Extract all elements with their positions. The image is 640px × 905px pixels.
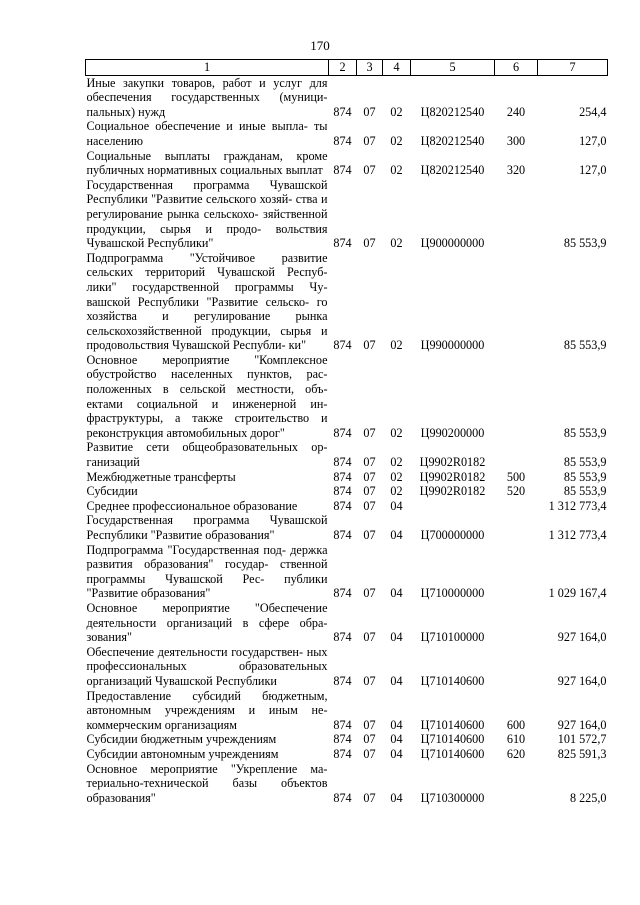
table-row xyxy=(86,645,608,689)
table-row xyxy=(86,601,608,645)
col-code: 874 xyxy=(333,586,352,601)
col-expense-type xyxy=(495,543,538,601)
col-target-article: Ц700000000 xyxy=(420,528,485,542)
table-row xyxy=(86,732,608,747)
row-name: Среднее профессиональное образование xyxy=(86,498,298,513)
col-subsection: 04 xyxy=(390,717,403,732)
col-amount: 825 591,3 xyxy=(557,746,607,761)
header-cell: 3 xyxy=(357,60,383,76)
col-target-article: Ц710300000 xyxy=(420,790,485,805)
header-cell: 4 xyxy=(383,60,411,76)
col-expense-type xyxy=(495,645,538,689)
col-target-article: Ц820212540 xyxy=(420,133,485,148)
col-target-article: Ц9902R0182 xyxy=(419,484,486,499)
table-row xyxy=(86,119,608,148)
col-code: 874 xyxy=(333,790,352,805)
col-code: 874 xyxy=(333,469,352,484)
col-target-article xyxy=(411,499,495,514)
col-subsection: 02 xyxy=(390,338,403,353)
col-subsection: 02 xyxy=(390,133,403,148)
col-target-article: Ц710140600 xyxy=(420,717,485,732)
col-amount: 101 572,7 xyxy=(557,732,607,747)
col-target-article: Ц900000000 xyxy=(420,236,485,251)
col-amount: 927 164,0 xyxy=(557,673,607,688)
header-cell: 5 xyxy=(411,60,495,76)
table-row xyxy=(86,353,608,441)
col-subsection: 04 xyxy=(390,498,403,513)
header-cell: 7 xyxy=(538,60,608,76)
col-section: 07 xyxy=(363,746,376,761)
col-target-article: Ц990000000 xyxy=(420,338,485,353)
row-name: Субсидии бюджетным учреждениям xyxy=(86,732,277,747)
col-code: 874 xyxy=(333,455,352,470)
col-expense-type xyxy=(495,178,538,251)
table-row xyxy=(86,149,608,178)
col-target-article: Ц710140600 xyxy=(420,673,485,688)
col-amount: 85 553,9 xyxy=(563,338,607,353)
col-subsection: 04 xyxy=(390,790,403,805)
col-target-article: Ц710140600 xyxy=(420,732,485,747)
col-target-article: Ц990200000 xyxy=(420,425,485,440)
col-section: 07 xyxy=(363,717,376,732)
col-section: 07 xyxy=(363,425,376,440)
col-subsection: 02 xyxy=(390,425,403,440)
col-code: 874 xyxy=(333,732,352,747)
col-section: 07 xyxy=(363,673,376,688)
col-expense-type: 300 xyxy=(506,133,526,148)
col-amount: 85 553,9 xyxy=(563,425,607,440)
col-section: 07 xyxy=(363,630,376,645)
col-target-article: Ц820212540 xyxy=(420,104,485,119)
col-section: 07 xyxy=(363,469,376,484)
col-amount: 8 225,0 xyxy=(569,790,607,805)
col-section: 07 xyxy=(363,484,376,499)
col-expense-type xyxy=(495,499,538,514)
table-row xyxy=(86,747,608,762)
table-row xyxy=(86,543,608,601)
col-amount: 927 164,0 xyxy=(557,630,607,645)
col-code: 874 xyxy=(333,717,352,732)
col-section: 07 xyxy=(363,528,376,542)
col-expense-type: 500 xyxy=(506,469,526,484)
row-name: Основное мероприятие "Комплексное обустройство населенных пунктов, рас- положенных в сельской местности, объ- ектами социальной и инженерной ин- фраструктуры, а также строительство и реконструкция автомобильных дорог" xyxy=(86,352,328,440)
row-name: Подпрограмма "Государственная под- держка развития образования" государ- ственной программы Чувашской Рес- публики "Развитие образования" xyxy=(86,542,328,601)
row-name: Основное мероприятие "Укрепление ма- териально-технической базы объектов образования" xyxy=(86,761,328,805)
header-cell: 1 xyxy=(86,60,329,76)
col-expense-type xyxy=(495,440,538,469)
row-name: Развитие сети общеобразовательных ор- ганизаций xyxy=(86,440,328,470)
col-subsection: 04 xyxy=(390,528,403,542)
col-amount: 85 553,9 xyxy=(563,455,607,470)
row-name: Подпрограмма "Устойчивое развитие сельских территорий Чувашской Респуб- лики" государственной программы Чу- вашской Республики "Развитие сельско- го хозяйства и регулирование рынка сельскохозяйственной продукции, сырья и продовольствия Чувашской Республи- ки" xyxy=(86,250,328,353)
table-row xyxy=(86,762,608,806)
table-row xyxy=(86,440,608,469)
col-code: 874 xyxy=(333,338,352,353)
col-subsection: 02 xyxy=(390,455,403,470)
table-header-row xyxy=(86,60,608,76)
col-expense-type xyxy=(495,601,538,645)
col-subsection: 02 xyxy=(390,484,403,499)
col-expense-type: 240 xyxy=(506,104,526,119)
row-name: Межбюджетные трансферты xyxy=(86,469,236,484)
col-section: 07 xyxy=(363,133,376,148)
table-row xyxy=(86,513,608,542)
col-expense-type xyxy=(495,353,538,441)
col-section: 07 xyxy=(363,104,376,119)
col-expense-type xyxy=(495,251,538,353)
col-section: 07 xyxy=(363,498,376,513)
col-code: 874 xyxy=(333,484,352,499)
col-subsection: 02 xyxy=(390,236,403,251)
col-section: 07 xyxy=(363,163,376,178)
col-amount: 1 029 167,4 xyxy=(548,586,607,601)
col-amount: 127,0 xyxy=(579,163,607,178)
col-amount: 127,0 xyxy=(579,133,607,148)
col-expense-type: 600 xyxy=(506,717,526,732)
row-name: Социальные выплаты гражданам, кроме публичных нормативных социальных выплат xyxy=(86,148,328,178)
col-target-article: Ц710140600 xyxy=(420,746,485,761)
col-expense-type: 320 xyxy=(506,163,526,178)
page-number: 170 xyxy=(310,38,330,53)
row-name: Предоставление субсидий бюджетным, автономным учреждениям и иным не- коммерческим организациям xyxy=(86,688,328,732)
table-row xyxy=(86,689,608,733)
row-name: Социальное обеспечение и иные выпла- ты населению xyxy=(86,119,328,148)
col-subsection: 04 xyxy=(390,673,403,688)
col-subsection: 04 xyxy=(390,746,403,761)
table-row xyxy=(86,178,608,251)
col-amount: 85 553,9 xyxy=(563,484,607,499)
col-target-article: Ц9902R0182 xyxy=(419,455,486,470)
col-target-article: Ц710000000 xyxy=(420,586,485,601)
col-section: 07 xyxy=(363,236,376,251)
col-expense-type: 620 xyxy=(506,746,526,761)
col-expense-type: 520 xyxy=(506,484,526,499)
col-code: 874 xyxy=(333,236,352,251)
col-target-article: Ц710100000 xyxy=(420,630,485,645)
row-name: Государственная программа Чувашской Республики "Развитие сельского хозяй- ства и регулирование рынка сельскохо- зяйственной продукции, сырья и продо- вольствия Чувашской Республики" xyxy=(86,177,328,251)
col-code: 874 xyxy=(333,425,352,440)
col-subsection: 02 xyxy=(390,469,403,484)
col-code: 874 xyxy=(333,528,352,542)
col-target-article: Ц820212540 xyxy=(420,163,485,178)
col-section: 07 xyxy=(363,790,376,805)
row-name: Основное мероприятие "Обеспечение деятельности организаций в сфере обра- зования" xyxy=(86,600,328,645)
col-amount: 927 164,0 xyxy=(557,717,607,732)
col-subsection: 04 xyxy=(390,732,403,747)
row-name: Субсидии автономным учреждениям xyxy=(86,746,279,761)
col-code: 874 xyxy=(333,133,352,148)
col-code: 874 xyxy=(333,163,352,178)
col-expense-type: 610 xyxy=(506,732,526,747)
col-subsection: 04 xyxy=(390,630,403,645)
col-code: 874 xyxy=(333,673,352,688)
col-code: 874 xyxy=(333,630,352,645)
col-section: 07 xyxy=(363,455,376,470)
table-row xyxy=(86,251,608,353)
col-code: 874 xyxy=(333,746,352,761)
budget-table xyxy=(85,59,608,805)
col-amount: 1 312 773,4 xyxy=(548,498,607,513)
col-section: 07 xyxy=(363,338,376,353)
col-amount: 85 553,9 xyxy=(563,236,607,251)
col-expense-type xyxy=(495,762,538,806)
col-section: 07 xyxy=(363,732,376,747)
col-section: 07 xyxy=(363,586,376,601)
col-amount: 1 312 773,4 xyxy=(548,528,607,542)
row-name: Субсидии xyxy=(86,484,138,499)
col-code: 874 xyxy=(333,498,352,513)
header-cell: 2 xyxy=(329,60,357,76)
table-row xyxy=(86,499,608,514)
col-subsection: 02 xyxy=(390,163,403,178)
col-subsection: 02 xyxy=(390,104,403,119)
row-name: Обеспечение деятельности государствен- ных профессиональных образовательных организаций Чувашской Республики xyxy=(86,644,328,688)
col-target-article: Ц9902R0182 xyxy=(419,469,486,484)
col-expense-type xyxy=(495,513,538,542)
table-row xyxy=(86,470,608,485)
header-cell: 6 xyxy=(495,60,538,76)
col-subsection: 04 xyxy=(390,586,403,601)
table-row xyxy=(86,484,608,499)
col-code: 874 xyxy=(333,104,352,119)
table-body xyxy=(86,75,608,805)
row-name: Иные закупки товаров, работ и услуг для обеспечения государственных (муници- пальных) нужд xyxy=(86,75,328,119)
col-amount: 254,4 xyxy=(579,104,607,119)
col-amount: 85 553,9 xyxy=(563,469,607,484)
table-row xyxy=(86,75,608,119)
row-name: Государственная программа Чувашской Республики "Развитие образования" xyxy=(86,513,328,542)
